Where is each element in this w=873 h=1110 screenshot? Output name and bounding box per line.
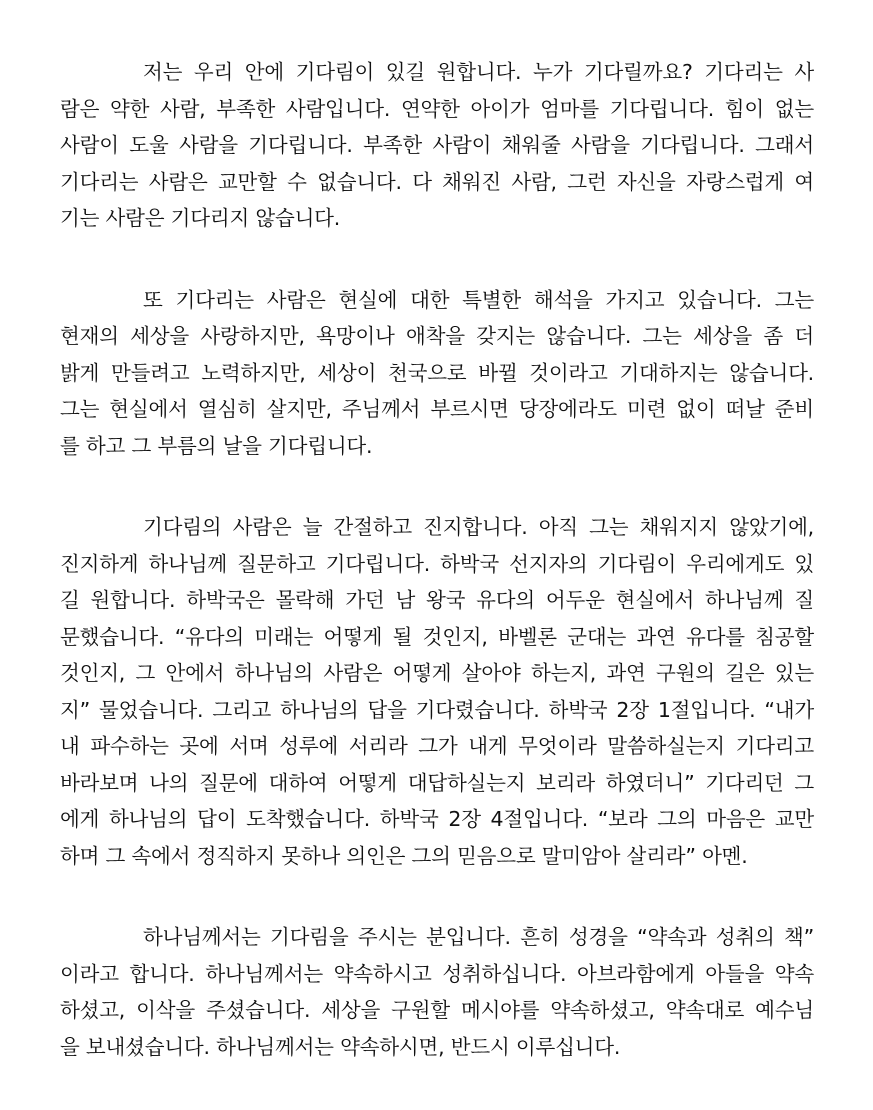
text-line: 기다림의 사람은 늘 간절하고 진지합니다. 아직 그는 채워지지 않았기에, xyxy=(143,515,814,539)
text-line: 기는 사람은 기다리지 않습니다. xyxy=(60,206,341,230)
text-line: 를 하고 그 부름의 날을 기다립니다. xyxy=(60,433,373,458)
text-line: 기다리는 사람은 교만할 수 없습니다. 다 채워진 사람, 그런 자신을 자랑스럽게 여 xyxy=(60,169,814,194)
text-line: 에게 하나님의 답이 도착했습니다. 하박국 2장 4절입니다. “보라 그의 마음은 교만 xyxy=(60,807,814,831)
text-line: 이라고 합니다. 하나님께서는 약속하시고 성취하십니다. 아브라함에게 아들을 약속 xyxy=(60,961,814,986)
text-line: 하나님께서는 기다림을 주시는 분입니다. 흔히 성경을 “약속과 성취의 책” xyxy=(143,925,814,949)
text-line: 진지하게 하나님께 질문하고 기다립니다. 하박국 선지자의 기다림이 우리에게도 있 xyxy=(60,551,814,576)
paragraph-1 xyxy=(60,54,814,237)
text-line: 문했습니다. “유다의 미래는 어떻게 될 것인지, 바벨론 군대는 과연 유다를 침공할 xyxy=(60,624,814,649)
text-line: 내 파수하는 곳에 서며 성루에 서리라 그가 내게 무엇이라 말씀하실는지 기다리고 xyxy=(60,734,814,758)
text-line: 하며 그 속에서 정직하지 못하나 의인은 그의 믿음으로 말미암아 살리라” 아멘. xyxy=(60,843,748,868)
paragraph-2 xyxy=(60,282,814,465)
text-line: 밝게 만들려고 노력하지만, 세상이 천국으로 바뀔 것이라고 기대하지는 않습니다. xyxy=(60,360,814,385)
text-line: 그는 현실에서 열심히 살지만, 주님께서 부르시면 당장에라도 미련 없이 떠날 준비 xyxy=(60,397,814,421)
text-line: 또 기다리는 사람은 현실에 대한 특별한 해석을 가지고 있습니다. 그는 xyxy=(143,287,814,312)
text-line: 저는 우리 안에 기다림이 있길 원합니다. 누가 기다릴까요? 기다리는 사 xyxy=(143,60,814,84)
paragraph-4 xyxy=(60,919,814,1065)
text-line: 하셨고, 이삭을 주셨습니다. 세상을 구원할 메시야를 약속하셨고, 약속대로 예수님 xyxy=(60,998,814,1022)
document-body xyxy=(60,54,814,1110)
text-line: 것인지, 그 안에서 하나님의 사람은 어떻게 살아야 하는지, 과연 구원의 길은 있는 xyxy=(60,661,814,685)
text-line: 을 보내셨습니다. 하나님께서는 약속하시면, 반드시 이루십니다. xyxy=(60,1034,621,1059)
text-line: 현재의 세상을 사랑하지만, 욕망이나 애착을 갖지는 않습니다. 그는 세상을 좀 더 xyxy=(60,324,814,348)
paragraph-3 xyxy=(60,509,814,874)
text-line: 사람이 도울 사람을 기다립니다. 부족한 사람이 채워줄 사람을 기다립니다. 그래서 xyxy=(60,133,814,157)
text-line: 바라보며 나의 질문에 대하여 어떻게 대답하실는지 보리라 하였더니” 기다리던 그 xyxy=(60,770,814,795)
text-line: 길 원합니다. 하박국은 몰락해 가던 남 왕국 유다의 어두운 현실에서 하나님께 질 xyxy=(60,588,814,612)
text-line: 지” 물었습니다. 그리고 하나님의 답을 기다렸습니다. 하박국 2장 1절입니다. “내가 xyxy=(60,697,814,722)
text-line: 람은 약한 사람, 부족한 사람입니다. 연약한 아이가 엄마를 기다립니다. 힘이 없는 xyxy=(60,96,814,121)
